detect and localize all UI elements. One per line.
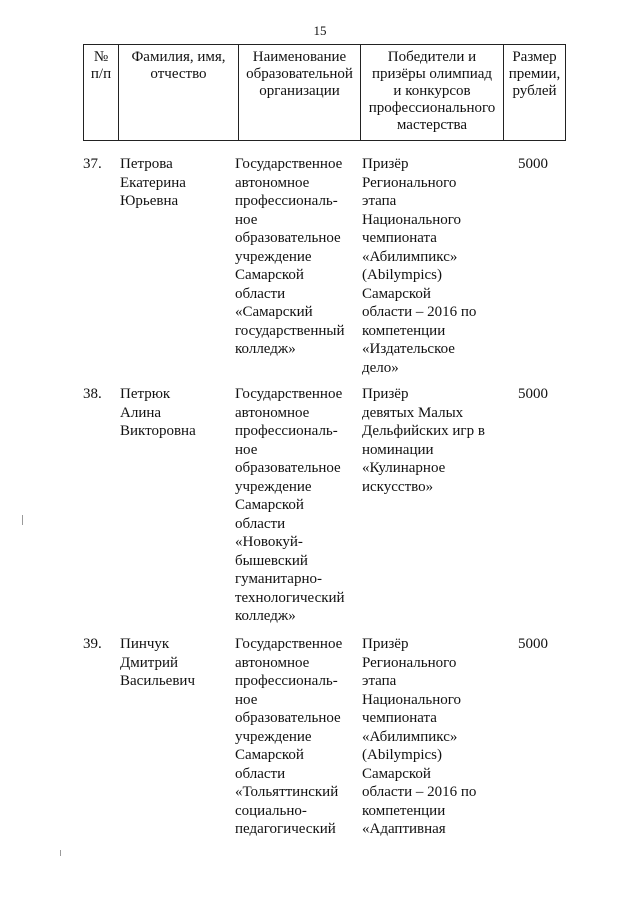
- row-name: Петрова Екатерина Юрьевна: [120, 156, 186, 209]
- table-row: [0, 385, 640, 625]
- row-number: 39.: [83, 636, 102, 652]
- row-organization: Государственное автономное профессиональ- ное образовательное учреждение Самарской области «Новокуй- бышевский гуманитарно- технологический колледж»: [235, 386, 345, 624]
- row-prize: 5000: [518, 636, 548, 652]
- scan-mark: [60, 850, 61, 856]
- page-number: 15: [313, 23, 327, 38]
- row-achievement: Призёр Регионального этапа Национального чемпионата «Абилимпикс» (Abilympics) Самарской области – 2016 по компетенции «Издательское дело»: [362, 156, 477, 376]
- header-num: № п/п: [84, 45, 119, 141]
- row-number: 37.: [83, 156, 102, 172]
- scan-mark: [22, 515, 23, 525]
- row-organization: Государственное автономное профессиональ- ное образовательное учреждение Самарской области «Самарский государственный колледж»: [235, 156, 345, 357]
- row-prize: 5000: [518, 386, 548, 402]
- header-org: Наименование образовательной организации: [239, 45, 361, 141]
- row-name: Петрюк Алина Викторовна: [120, 386, 196, 439]
- header-name: Фамилия, имя, отчество: [119, 45, 239, 141]
- row-number: 38.: [83, 386, 102, 402]
- row-achievement: Призёр Регионального этапа Национального чемпионата «Абилимпикс» (Abilympics) Самарской области – 2016 по компетенции «Адаптивная: [362, 636, 477, 837]
- row-name: Пинчук Дмитрий Васильевич: [120, 636, 195, 689]
- header-prize: Размер премии, рублей: [504, 45, 566, 141]
- table-header: [83, 44, 566, 141]
- row-organization: Государственное автономное профессиональ- ное образовательное учреждение Самарской области «Тольяттинский социально- педагогический: [235, 636, 343, 837]
- row-prize: 5000: [518, 156, 548, 172]
- table-row: [0, 155, 640, 395]
- table-row: [0, 635, 640, 835]
- header-row: [84, 45, 566, 141]
- header-winners: Победители и призёры олимпиад и конкурсов профессионального мастерства: [361, 45, 504, 141]
- row-achievement: Призёр девятых Малых Дельфийских игр в номинации «Кулинарное искусство»: [362, 386, 485, 495]
